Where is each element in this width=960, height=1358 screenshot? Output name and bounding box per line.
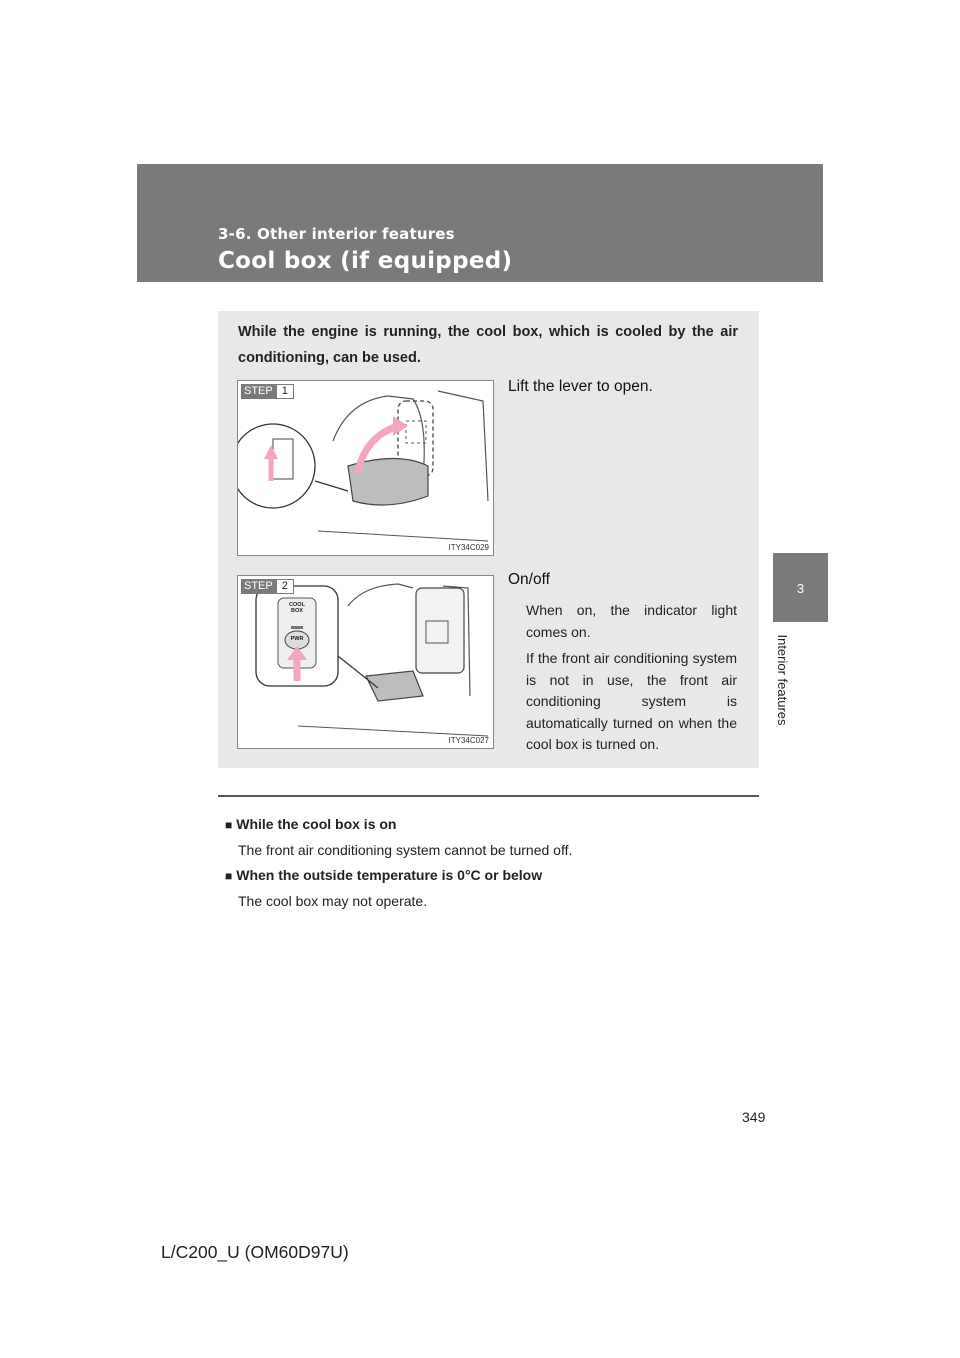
note-1-title-text: While the cool box is on bbox=[236, 816, 397, 832]
note-1-title bbox=[225, 816, 396, 832]
chapter-tab-number: 3 bbox=[796, 581, 805, 596]
note-2-title-text: When the outside temperature is 0°C or below bbox=[236, 867, 543, 883]
step-1-tag bbox=[241, 384, 294, 399]
step-1-figure bbox=[237, 380, 494, 556]
note-2-title bbox=[225, 867, 542, 883]
page-title: Cool box (if equipped) bbox=[218, 248, 513, 274]
step-2-figure bbox=[237, 575, 494, 749]
step-2-heading: On/off bbox=[508, 571, 550, 588]
section-divider bbox=[218, 795, 759, 797]
note-1-body: The front air conditioning system cannot be turned off. bbox=[238, 842, 573, 858]
step-2-tag-label: STEP bbox=[241, 579, 276, 594]
step-2-body-2: If the front air conditioning system is not in use, the front air conditioning system is automatically turned on when the cool box is turned on. bbox=[526, 650, 737, 752]
step-2-tag bbox=[241, 579, 294, 594]
cool-box-switch-illustration bbox=[238, 576, 493, 748]
intro-text: While the engine is running, the cool box, which is cooled by the air conditioning, can be used. bbox=[238, 324, 738, 366]
armrest-lever-illustration bbox=[238, 381, 493, 555]
bullet-square-icon: ■ bbox=[225, 869, 233, 883]
bullet-square-icon: ■ bbox=[225, 818, 233, 832]
step-2-body-1: When on, the indicator light comes on. bbox=[526, 602, 737, 640]
document-code: L/C200_U (OM60D97U) bbox=[161, 1242, 349, 1262]
step-1-tag-number: 1 bbox=[276, 384, 294, 399]
step-1-heading: Lift the lever to open. bbox=[508, 378, 653, 395]
step-1-tag-label: STEP bbox=[241, 384, 276, 399]
cool-box-button-label: COOL BOX bbox=[289, 602, 305, 614]
section-label: 3-6. Other interior features bbox=[218, 225, 455, 243]
page-number: 349 bbox=[742, 1109, 766, 1125]
step-2-figure-code: ITY34C027 bbox=[448, 736, 489, 745]
chapter-tab[interactable] bbox=[773, 553, 828, 622]
step-1-figure-code: ITY34C029 bbox=[448, 543, 489, 552]
note-2-body: The cool box may not operate. bbox=[238, 893, 428, 909]
pwr-button-label: PWR bbox=[290, 636, 304, 642]
step-2-tag-number: 2 bbox=[276, 579, 294, 594]
chapter-tab-label: Interior features bbox=[775, 634, 790, 726]
